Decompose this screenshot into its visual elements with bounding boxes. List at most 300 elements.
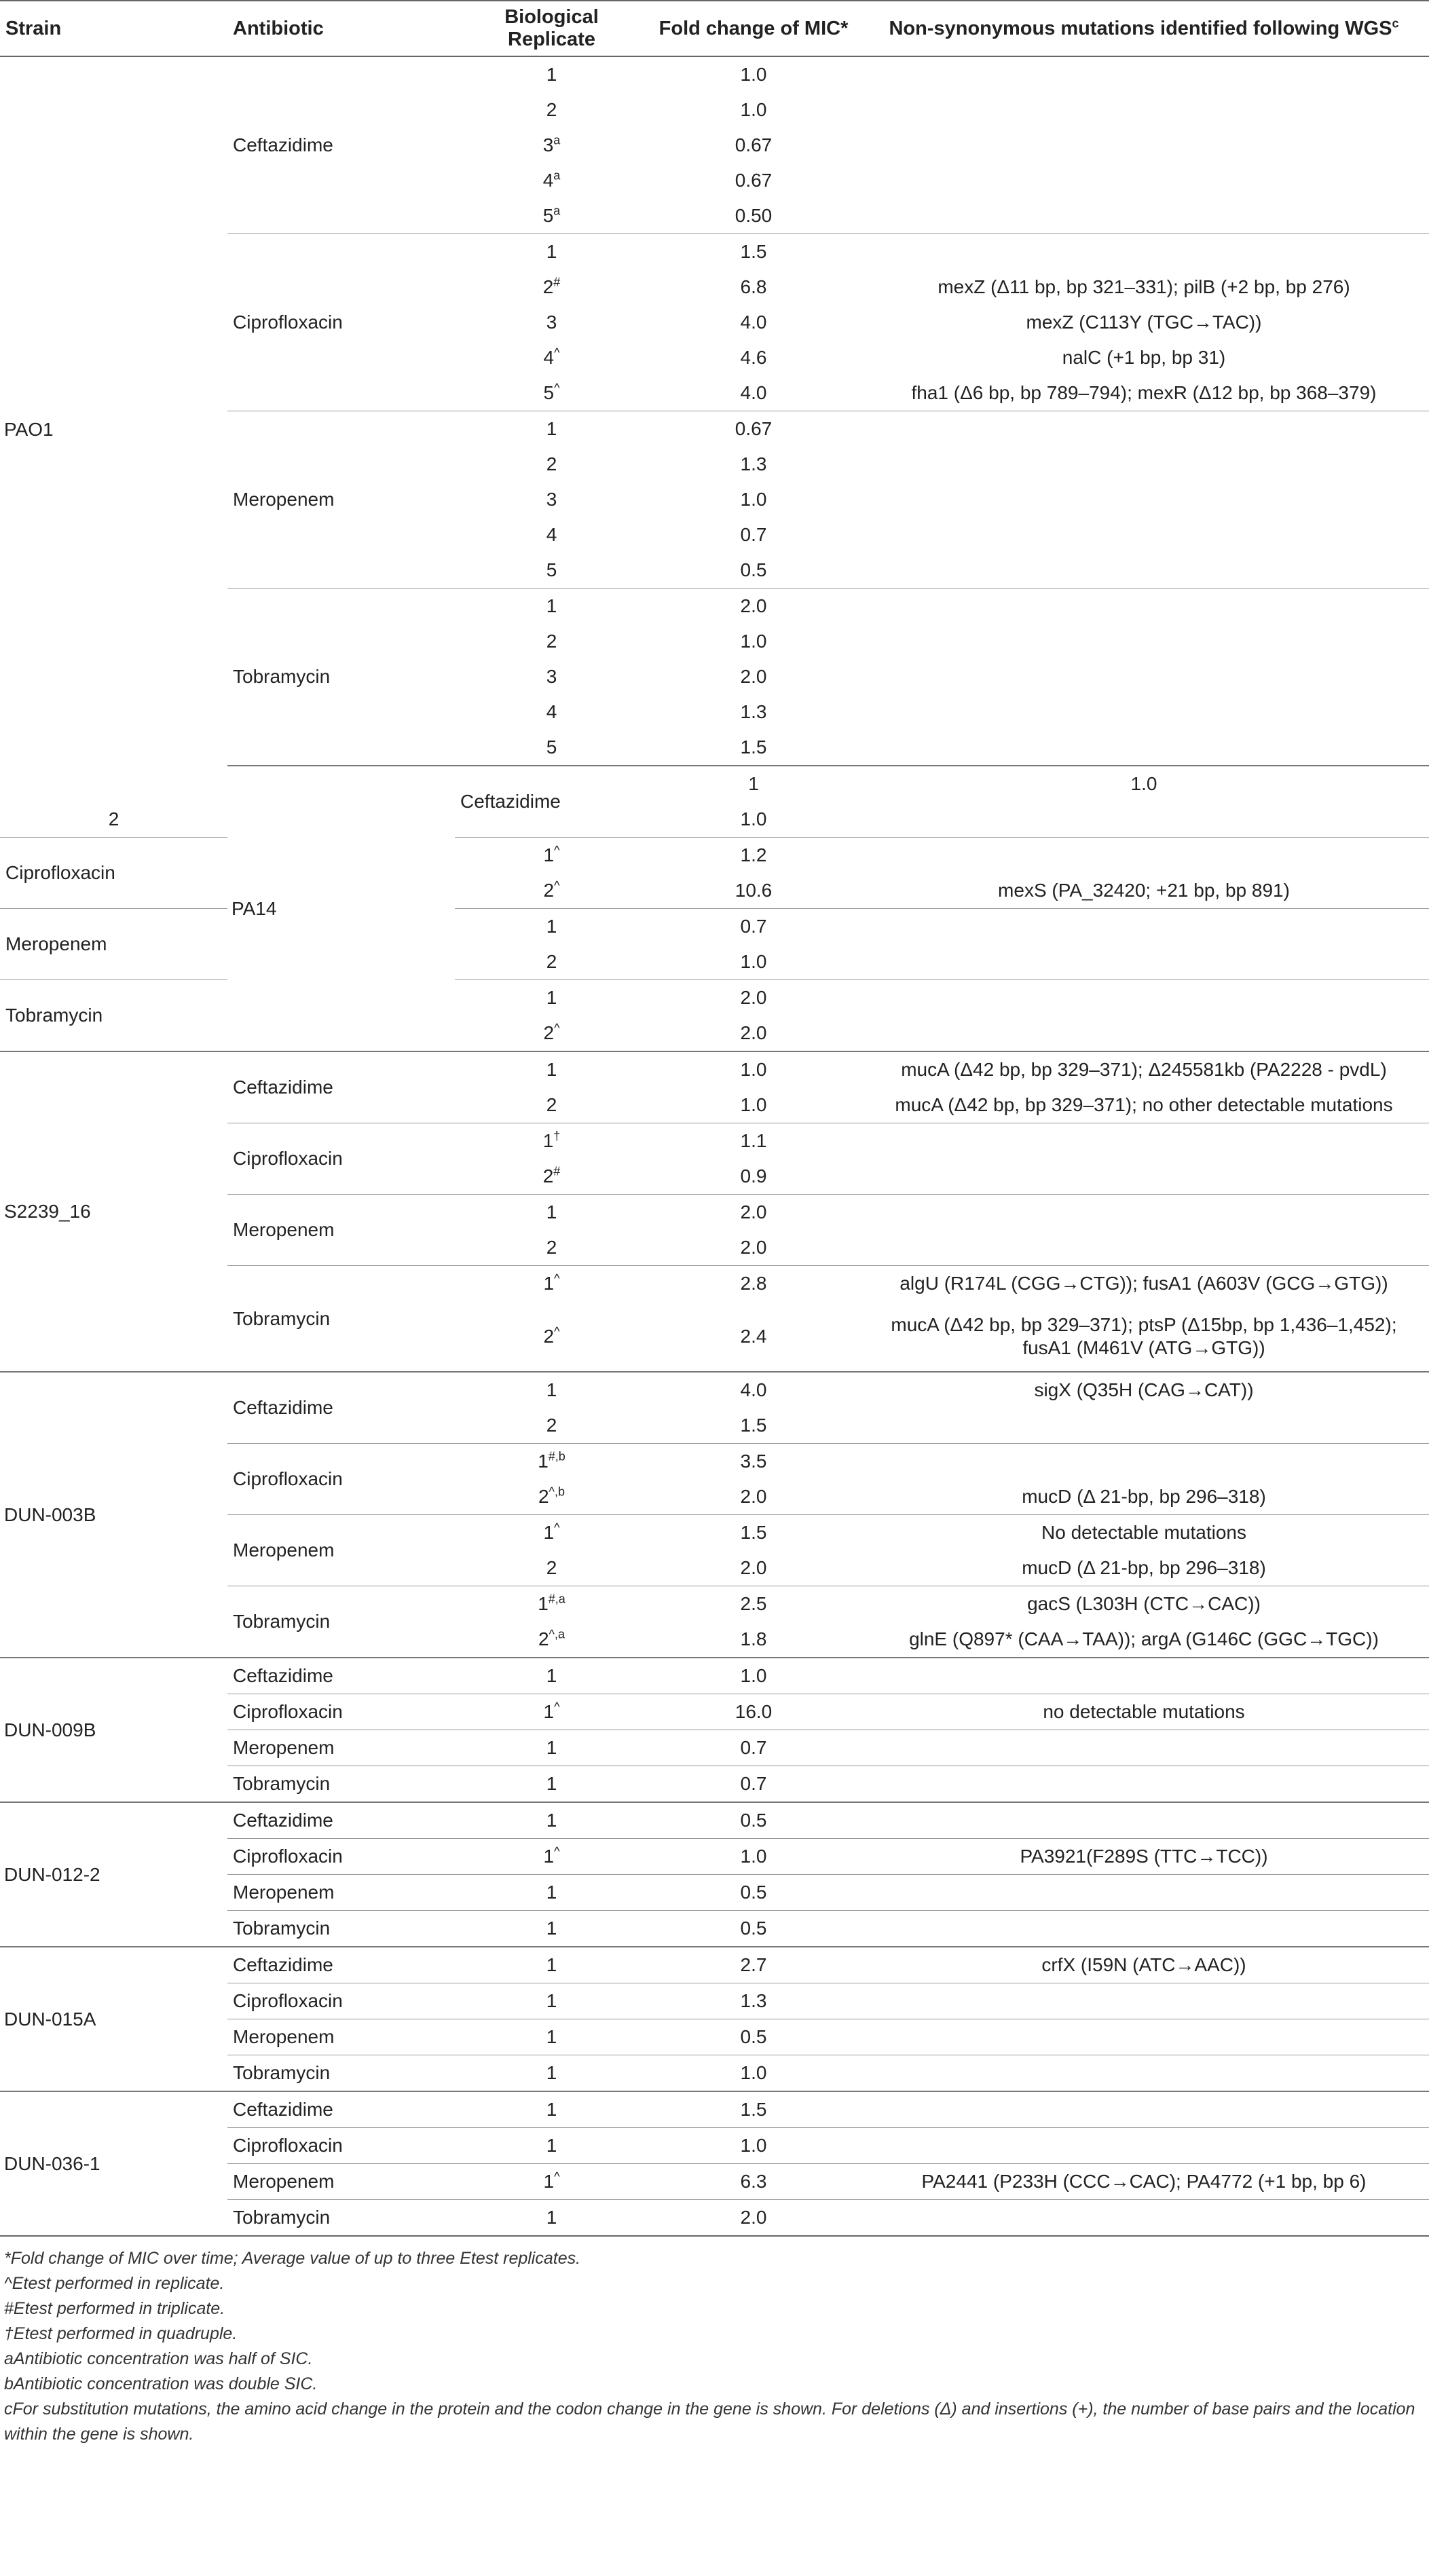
mutation-cell (859, 128, 1429, 163)
antibiotic-cell: Ciprofloxacin (227, 1694, 455, 1730)
table-row (0, 56, 1429, 92)
antibiotic-cell: Tobramycin (227, 1266, 455, 1373)
header-strain: Strain (0, 1, 227, 56)
replicate-value: 1 (546, 1918, 557, 1939)
replicate-cell (455, 624, 648, 659)
replicate-cell (455, 1586, 648, 1622)
replicate-value: 2 (546, 1237, 557, 1258)
replicate-value: 1 (543, 1846, 555, 1867)
mutation-cell (859, 1123, 1429, 1159)
replicate-footnote-mark: ^ (554, 1520, 560, 1535)
replicate-cell (455, 1479, 648, 1515)
mutation-cell (859, 1658, 1429, 1694)
replicate-cell (455, 198, 648, 234)
header-antibiotic: Antibiotic (227, 1, 455, 56)
replicate-cell (455, 1947, 648, 1983)
mutation-cell (859, 411, 1429, 447)
fold-change-cell: 1.5 (740, 1415, 767, 1436)
replicate-value: 3 (546, 312, 557, 333)
replicate-value: 1 (546, 418, 557, 439)
replicate-cell (455, 1123, 648, 1159)
replicate-value: 5 (543, 382, 555, 403)
footnote: *Fold change of MIC over time; Average value of up to three Etest replicates. (4, 2249, 581, 2268)
header-replicate: Biological Replicate (455, 1, 648, 56)
replicate-cell (455, 944, 648, 980)
antibiotic-cell: Tobramycin (227, 589, 455, 766)
replicate-footnote-mark: ^ (554, 1700, 560, 1714)
replicate-value: 2 (546, 1415, 557, 1436)
fold-change-cell: 1.3 (740, 701, 767, 722)
strain-cell: DUN-015A (0, 1947, 227, 2091)
replicate-cell (455, 340, 648, 375)
footnote: bAntibiotic concentration was double SIC. (4, 2374, 318, 2393)
table-row (0, 1051, 1429, 1087)
antibiotic-cell: Meropenem (227, 1195, 455, 1266)
mutation-cell (859, 1195, 1429, 1231)
replicate-cell (455, 269, 648, 305)
antibiotic-cell: Meropenem (227, 1875, 455, 1911)
replicate-footnote-mark: # (553, 275, 561, 289)
fold-change-cell: 10.6 (735, 880, 773, 901)
replicate-value: 2 (108, 808, 119, 829)
antibiotic-cell: Ceftazidime (227, 1051, 455, 1123)
antibiotic-cell: Ceftazidime (227, 56, 455, 234)
replicate-cell (455, 517, 648, 553)
antibiotic-cell: Ceftazidime (227, 2091, 455, 2128)
replicate-value: 1 (546, 2062, 557, 2083)
replicate-value: 3 (546, 666, 557, 687)
mutation-cell (859, 1911, 1429, 1947)
replicate-value: 1 (546, 1990, 557, 2011)
replicate-footnote-mark: ^ (554, 1324, 560, 1339)
replicate-value: 1 (546, 64, 557, 85)
mutation-cell (859, 482, 1429, 517)
fold-change-cell: 1.8 (740, 1628, 767, 1649)
mutation-cell (859, 802, 1429, 838)
replicate-footnote-mark: ^ (554, 1021, 560, 1035)
fold-change-cell: 1.0 (648, 1839, 859, 1875)
replicate-cell (455, 1802, 648, 1839)
replicate-footnote-mark: ^ (554, 878, 560, 893)
fold-change-cell: 2.0 (648, 980, 859, 1016)
replicate-cell (455, 1550, 648, 1586)
fold-change-cell: 2.0 (740, 1237, 767, 1258)
replicate-cell (455, 1694, 648, 1730)
replicate-cell (455, 1839, 648, 1875)
mutation-cell (859, 447, 1429, 482)
replicate-cell (455, 1266, 648, 1302)
replicate-value: 1 (546, 2099, 557, 2120)
replicate-value: 1 (546, 1059, 557, 1080)
replicate-footnote-mark: #,b (548, 1449, 565, 1463)
table-header (0, 1, 1429, 56)
replicate-value: 2 (546, 631, 557, 652)
replicate-cell (455, 2019, 648, 2055)
fold-change-cell: 1.5 (648, 234, 859, 270)
fold-change-cell: 0.7 (648, 1766, 859, 1803)
replicate-cell (455, 1301, 648, 1372)
replicate-cell (455, 2164, 648, 2200)
antibiotic-cell: Tobramycin (227, 2200, 455, 2236)
fold-change-cell: 0.67 (648, 411, 859, 447)
table-row (0, 838, 1429, 874)
fold-change-cell: 4.0 (740, 312, 767, 333)
replicate-cell (455, 1911, 648, 1947)
replicate-value: 1 (546, 1201, 557, 1222)
replicate-cell (455, 56, 648, 92)
table-row (0, 802, 1429, 838)
mutation-cell (859, 1230, 1429, 1266)
replicate-cell (455, 375, 648, 411)
mutation-cell: PA2441 (P233H (CCC→CAC); PA4772 (+1 bp, bp 6) (859, 2164, 1429, 2200)
mutation-cell (859, 1802, 1429, 1839)
fold-change-cell: 2.0 (648, 1195, 859, 1231)
footnote: #Etest performed in triplicate. (4, 2299, 225, 2318)
mutation-cell (859, 517, 1429, 553)
replicate-value: 1 (546, 987, 557, 1008)
replicate-value: 2 (546, 1094, 557, 1115)
fold-change-cell: 0.67 (735, 170, 773, 191)
antibiotic-cell: Meropenem (227, 1515, 455, 1586)
mutation-cell: mucD (Δ 21-bp, bp 296–318) (1022, 1486, 1266, 1507)
mutation-cell (859, 1875, 1429, 1911)
replicate-cell (455, 1195, 648, 1231)
mutation-cell (859, 730, 1429, 766)
fold-change-cell: 2.0 (648, 589, 859, 624)
table-body (0, 56, 1429, 2235)
fold-change-cell: 1.0 (740, 1094, 767, 1115)
fold-change-cell: 1.0 (740, 808, 767, 829)
mutation-cell: mexS (PA_32420; +21 bp, bp 891) (998, 880, 1290, 901)
replicate-cell (455, 553, 648, 589)
replicate-cell (455, 659, 648, 694)
replicate-value: 4 (542, 170, 554, 191)
replicate-value: 1 (546, 595, 557, 616)
mutation-cell: mucD (Δ 21-bp, bp 296–318) (1022, 1557, 1266, 1578)
replicate-cell (455, 1658, 648, 1694)
footnote: aAntibiotic concentration was half of SIC. (4, 2349, 313, 2368)
mutation-cell (859, 163, 1429, 198)
fold-change-cell: 0.5 (648, 2019, 859, 2055)
mutation-cell (859, 624, 1429, 659)
mutation-cell (859, 2200, 1429, 2236)
replicate-value: 2 (538, 1628, 549, 1649)
mutation-cell (859, 1983, 1429, 2019)
fold-change-cell: 1.0 (740, 99, 767, 120)
fold-change-cell: 2.0 (648, 2200, 859, 2236)
fold-change-cell: 0.67 (735, 134, 773, 155)
antibiotic-cell: Ceftazidime (227, 1658, 455, 1694)
replicate-value: 3 (542, 134, 554, 155)
fold-change-cell: 0.9 (740, 1165, 767, 1187)
fold-change-cell: 2.5 (648, 1586, 859, 1622)
fold-change-cell: 1.0 (648, 1658, 859, 1694)
fold-change-cell: 1.0 (859, 766, 1429, 802)
fold-change-cell: 0.5 (648, 1802, 859, 1839)
fold-change-cell: 1.3 (740, 453, 767, 474)
replicate-value: 1 (538, 1593, 549, 1614)
replicate-value: 2 (546, 1557, 557, 1578)
replicate-value: 1 (546, 2207, 557, 2228)
fold-change-cell: 2.0 (740, 666, 767, 687)
replicate-value: 4 (543, 347, 555, 368)
replicate-cell (455, 1515, 648, 1551)
fold-change-cell: 2.7 (648, 1947, 859, 1983)
replicate-value: 1 (748, 773, 759, 794)
replicate-footnote-mark: ^ (554, 2169, 560, 2184)
replicate-value: 2 (546, 99, 557, 120)
mutation-cell (859, 1444, 1429, 1480)
antibiotic-cell: Meropenem (227, 1730, 455, 1766)
fold-change-cell: 1.1 (648, 1123, 859, 1159)
mutation-cell: algU (R174L (CGG→CTG)); fusA1 (A603V (GCG→GTG)) (859, 1266, 1429, 1302)
replicate-cell (455, 838, 648, 874)
replicate-value: 1 (546, 1379, 557, 1400)
replicate-cell (455, 1444, 648, 1480)
fold-change-cell: 1.5 (648, 1515, 859, 1551)
mutation-cell (859, 1766, 1429, 1803)
mutation-cell (859, 2019, 1429, 2055)
fold-change-cell: 2.8 (648, 1266, 859, 1302)
mutation-cell (859, 1408, 1429, 1444)
replicate-value: 3 (546, 489, 557, 510)
replicate-value: 1 (543, 844, 555, 865)
replicate-value: 1 (546, 1737, 557, 1758)
replicate-cell (0, 802, 227, 838)
antibiotic-cell: Tobramycin (0, 980, 227, 1052)
antibiotic-cell: Meropenem (0, 909, 227, 980)
fold-change-cell: 1.0 (740, 631, 767, 652)
fold-change-cell: 0.7 (648, 909, 859, 945)
mutation-cell: sigX (Q35H (CAG→CAT)) (859, 1372, 1429, 1408)
antibiotic-cell: Ceftazidime (227, 1372, 455, 1444)
replicate-value: 2 (542, 276, 554, 297)
table-row (0, 980, 1429, 1016)
replicate-cell (455, 1408, 648, 1444)
fold-change-cell: 0.5 (648, 1875, 859, 1911)
mutation-cell: gacS (L303H (CTC→CAC)) (859, 1586, 1429, 1622)
table-row (0, 1802, 1429, 1839)
footnote: †Etest performed in quadruple. (4, 2324, 238, 2343)
mutation-cell (859, 2091, 1429, 2128)
strain-cell: DUN-003B (0, 1372, 227, 1658)
replicate-value: 5 (546, 736, 557, 758)
replicate-cell (648, 766, 859, 802)
table-row (0, 1658, 1429, 1694)
fold-change-cell: 2.0 (740, 1557, 767, 1578)
replicate-footnote-mark: ^ (554, 381, 560, 395)
replicate-cell (455, 482, 648, 517)
fold-change-cell: 1.0 (648, 56, 859, 92)
replicate-footnote-mark: ^ (554, 1271, 560, 1286)
replicate-footnote-mark: # (553, 1164, 561, 1178)
antibiotic-cell: Ciprofloxacin (227, 234, 455, 411)
antibiotic-cell: Ceftazidime (227, 1802, 455, 1839)
replicate-footnote-mark: ^ (554, 346, 560, 360)
antibiotic-cell: Ceftazidime (227, 1947, 455, 1983)
replicate-value: 2 (543, 880, 555, 901)
mutation-cell (859, 694, 1429, 730)
antibiotic-cell: Meropenem (227, 2164, 455, 2200)
antibiotic-cell: Tobramycin (227, 1586, 455, 1658)
antibiotic-cell: Ciprofloxacin (227, 1983, 455, 2019)
fold-change-cell: 1.3 (648, 1983, 859, 2019)
fold-change-cell: 0.5 (740, 559, 767, 580)
replicate-cell (455, 1087, 648, 1123)
mutation-cell (859, 589, 1429, 624)
replicate-value: 4 (546, 701, 557, 722)
mutation-cell: mucA (Δ42 bp, bp 329–371); ptsP (Δ15bp, bp 1,436–1,452); fusA1 (M461V (ATG→GTG)) (891, 1313, 1397, 1358)
mutation-cell (859, 944, 1429, 980)
replicate-value: 2 (546, 453, 557, 474)
fold-change-cell: 0.7 (648, 1730, 859, 1766)
fold-change-cell: 1.0 (648, 2055, 859, 2092)
mutation-cell (859, 198, 1429, 234)
mutation-cell: PA3921(F289S (TTC→TCC)) (859, 1839, 1429, 1875)
strain-cell: DUN-009B (0, 1658, 227, 1802)
replicate-footnote-mark: ^ (554, 843, 560, 857)
replicate-value: 1 (546, 241, 557, 262)
replicate-cell (455, 909, 648, 945)
replicate-value: 1 (546, 1882, 557, 1903)
fold-change-cell: 3.5 (648, 1444, 859, 1480)
replicate-cell (455, 163, 648, 198)
replicate-footnote-mark: † (553, 1129, 561, 1143)
fold-change-cell: 2.4 (740, 1325, 767, 1347)
replicate-value: 1 (546, 1665, 557, 1686)
antibiotic-cell: Ciprofloxacin (227, 1839, 455, 1875)
strain-cell: DUN-012-2 (0, 1802, 227, 1947)
replicate-cell (455, 411, 648, 447)
replicate-value: 2 (546, 951, 557, 972)
mutation-cell: crfX (I59N (ATC→AAC)) (859, 1947, 1429, 1983)
mutation-cell: No detectable mutations (859, 1515, 1429, 1551)
mutation-cell (859, 56, 1429, 92)
replicate-value: 2 (538, 1486, 549, 1507)
strain-cell: PA14 (227, 766, 455, 1051)
replicate-cell (455, 2200, 648, 2236)
mutation-cell (859, 659, 1429, 694)
replicate-value: 4 (546, 524, 557, 545)
header-fold-change: Fold change of MIC* (648, 1, 859, 56)
footnote: cFor substitution mutations, the amino acid change in the protein and the codon change in the gene is shown. For deletions (Δ) and insertions (+), the number of base pairs and the location within the gene is shown. (4, 2400, 1415, 2444)
replicate-value: 1 (543, 1522, 555, 1543)
replicate-value: 1 (542, 1130, 554, 1151)
mutation-cell: mucA (Δ42 bp, bp 329–371); no other detectable mutations (895, 1094, 1393, 1115)
mutation-cell (859, 2128, 1429, 2164)
mutation-cell (859, 909, 1429, 945)
antibiotic-cell: Ceftazidime (455, 766, 648, 838)
fold-change-cell: 1.0 (740, 489, 767, 510)
replicate-cell (455, 1622, 648, 1658)
replicate-value: 2 (543, 1022, 555, 1043)
replicate-footnote-mark: a (553, 168, 561, 183)
replicate-footnote-mark: ^ (554, 1844, 560, 1859)
replicate-cell (455, 234, 648, 270)
replicate-cell (455, 128, 648, 163)
mutation-cell (859, 1015, 1429, 1051)
replicate-value: 1 (543, 1701, 555, 1722)
replicate-footnote-mark: a (553, 133, 561, 147)
fold-change-cell: 1.0 (648, 1051, 859, 1087)
fold-change-cell: 1.0 (648, 2128, 859, 2164)
strain-cell: DUN-036-1 (0, 2091, 227, 2235)
replicate-cell (455, 1372, 648, 1408)
fold-change-cell: 2.0 (740, 1486, 767, 1507)
table-row (0, 1372, 1429, 1408)
antibiotic-cell: Ciprofloxacin (227, 1444, 455, 1515)
replicate-cell (455, 305, 648, 340)
replicate-cell (455, 730, 648, 766)
replicate-value: 5 (542, 205, 554, 226)
replicate-cell (455, 694, 648, 730)
replicate-cell (455, 1051, 648, 1087)
replicate-cell (455, 2055, 648, 2092)
mutation-cell: mexZ (C113Y (TGC→TAC)) (1026, 312, 1262, 333)
fold-change-cell: 2.0 (740, 1022, 767, 1043)
mutation-cell: fha1 (Δ6 bp, bp 789–794); mexR (Δ12 bp, bp 368–379) (911, 382, 1377, 403)
replicate-footnote-mark: ^,a (549, 1627, 565, 1641)
replicate-value: 1 (543, 2171, 555, 2192)
replicate-cell (455, 1983, 648, 2019)
mutation-cell: no detectable mutations (859, 1694, 1429, 1730)
replicate-value: 1 (546, 1954, 557, 1975)
mutation-cell: glnE (Q897* (CAA→TAA)); argA (G146C (GGC→TGC)) (909, 1628, 1379, 1649)
replicate-value: 1 (543, 1273, 555, 1294)
header-mutations: Non-synonymous mutations identified following WGS$^c$ (859, 1, 1429, 56)
mutation-cell (859, 1159, 1429, 1195)
replicate-cell (455, 589, 648, 624)
replicate-value: 1 (546, 1773, 557, 1794)
replicate-cell (455, 873, 648, 909)
replicate-value: 2 (543, 1325, 555, 1347)
mutation-cell (859, 2055, 1429, 2092)
replicate-cell (455, 447, 648, 482)
mutation-cell: mucA (Δ42 bp, bp 329–371); Δ245581kb (PA2228 - pvdL) (859, 1051, 1429, 1087)
replicate-cell (455, 1159, 648, 1195)
antibiotic-cell: Meropenem (227, 411, 455, 589)
footnote: ^Etest performed in replicate. (4, 2274, 225, 2293)
fold-change-cell: 0.5 (648, 1911, 859, 1947)
replicate-value: 1 (538, 1451, 549, 1472)
replicate-value: 1 (546, 1810, 557, 1831)
mutation-cell (859, 92, 1429, 128)
antibiotic-cell: Ciprofloxacin (227, 1123, 455, 1195)
mutation-cell: nalC (+1 bp, bp 31) (1062, 347, 1226, 368)
replicate-cell (455, 980, 648, 1016)
replicate-cell (455, 1875, 648, 1911)
table-row (0, 1947, 1429, 1983)
replicate-cell (455, 1766, 648, 1803)
antibiotic-cell: Tobramycin (227, 2055, 455, 2092)
mutation-cell (859, 553, 1429, 589)
replicate-footnote-mark: #,a (548, 1592, 565, 1606)
fold-change-cell: 4.0 (740, 382, 767, 403)
table-row (0, 909, 1429, 945)
replicate-cell (455, 1730, 648, 1766)
replicate-cell (455, 1015, 648, 1051)
antibiotic-cell: Ciprofloxacin (0, 838, 227, 909)
replicate-footnote-mark: ^,b (549, 1485, 565, 1499)
fold-change-cell: 6.3 (648, 2164, 859, 2200)
replicate-footnote-mark: a (553, 204, 561, 218)
strain-cell: S2239_16 (0, 1051, 227, 1372)
antibiotic-cell: Meropenem (227, 2019, 455, 2055)
fold-change-cell: 0.7 (740, 524, 767, 545)
replicate-value: 1 (546, 916, 557, 937)
replicate-cell (455, 2128, 648, 2164)
fold-change-cell: 1.0 (740, 951, 767, 972)
